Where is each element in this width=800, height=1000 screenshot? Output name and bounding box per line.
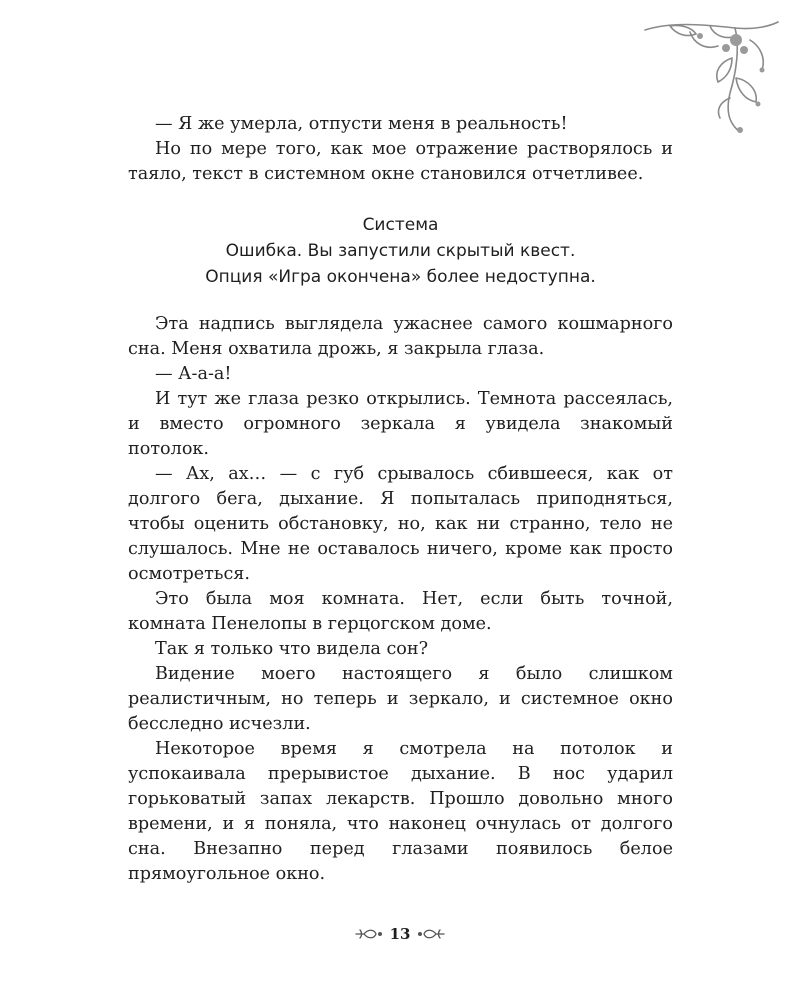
narrative-paragraph: Некоторое время я смотрела на потолок и успокаивала прерывистое дыхание. В нос ударил горьковатый запах лекарств. Прошло довольно много времени, и я поняла, что наконец очнулась от долгого сна. Внезапно перед глазами появилось белое прямоугольное окно. [128, 739, 673, 884]
system-window-line: Опция «Игра окончена» более недоступна. [205, 267, 596, 287]
narrative-paragraph: Видение моего настоящего я было слишком реалистичным, но теперь и зеркало, и системное окно бесследно исчезли. [128, 664, 673, 734]
text-block-top [128, 112, 673, 187]
system-window-line: Ошибка. Вы запустили скрытый квест. [225, 241, 576, 261]
narrative-paragraph: Это была моя комната. Нет, если быть точной, комната Пенелопы в герцогском доме. [128, 589, 673, 634]
system-window-message [128, 212, 673, 290]
dialogue-paragraph: — А-а-а! [155, 364, 232, 384]
narrative-paragraph: Эта надпись выглядела ужаснее самого кошмарного сна. Меня охватила дрожь, я закрыла глаза. [128, 314, 673, 359]
system-window-title: Система [362, 215, 439, 235]
page-number: 13 [389, 925, 411, 943]
dialogue-paragraph: — Ах, ах… — с губ срывалось сбившееся, как от долгого бега, дыхание. Я попыталась приподняться, чтобы оценить обстановку, но, как ни странно, тело не слушалось. Мне не оставалось ничего, кроме как просто осмотреться. [128, 464, 673, 584]
narrative-paragraph: И тут же глаза резко открылись. Темнота рассеялась, и вместо огромного зеркала я увидела знакомый потолок. [128, 389, 673, 459]
text-block-bottom [128, 312, 673, 887]
narrative-paragraph: Но по мере того, как мое отражение растворялось и таяло, текст в системном окне становился отчетливее. [128, 139, 673, 184]
page-number-folio [0, 925, 800, 943]
folio-ornament-left-icon [354, 927, 384, 941]
folio-ornament-right-icon [416, 927, 446, 941]
narrative-paragraph: Так я только что видела сон? [155, 639, 429, 659]
dialogue-paragraph: — Я же умерла, отпусти меня в реальность! [155, 114, 568, 134]
